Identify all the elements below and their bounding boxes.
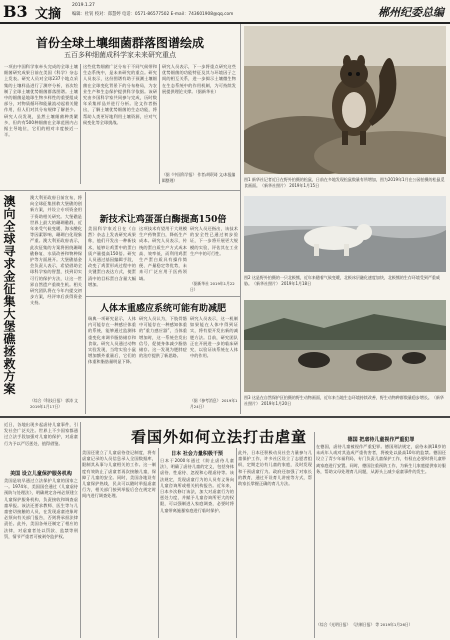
- bottom-body4: 此外，日本还积极动员社会力量参与儿童保护工作，许多社区设立了志愿者组织，定期走访有儿童的家庭，及时发现和干预虐童行为。政府还加强了对家长的教育，通过开设育儿讲座等方式，帮助家长掌握正确的育儿方法。: [238, 450, 312, 487]
- section-rule: [0, 416, 450, 418]
- sidebar-body: 澳大利亚政府日前宣布，将向全球征集拯救大堡礁的创新方案，并设立专项资金用于资助相关研究。大堡礁是世界上最大的珊瑚礁群，近年来受气候变暖、海水酸化等因素影响，珊瑚白化现象严重。澳大利亚政府表示，此次征集的方案将围绕珊瑚礁修复、水质改善和物种保护等方面展开。大堡礁基金会负责人表示，希望借助全球科学家的智慧，找到切实可行的保护方法，让这一世界自然遗产重焕生机。相关研究团队将在今年内提交初步方案，经评审后获得资金支持。: [30, 195, 82, 306]
- bottom-body3: 日本于2000年通过《防止虐待儿童法》，明确了虐待儿童的定义，包括身体虐待、性虐待、忽视和心理虐待等。该法规定，发现虐童行为的人员有义务向儿童咨询所或相关机构报告。近年来，日本多次修订该法，加大对虐童行为的惩处力度，并赋予儿童咨询所更大的权限，可以强制进入家庭调查，必要时将儿童带离施暴家庭进行临时保护。: [160, 458, 234, 513]
- column-rule: [80, 64, 81, 184]
- squirrel-photo-caption: [244, 177, 446, 189]
- column-rule: [159, 64, 160, 184]
- masthead: [0, 0, 450, 22]
- article3-col1: 瑞典一项研究显示，人体内可能存在一种感应体重的系统，能够通过监测体重变化来调节脂肪储存和食欲。研究人员通过动物实验发现，当给实验小鼠增加额外重量后，它们的体重和脂肪量明显下降。: [88, 316, 136, 365]
- bottom-body1: 美国是较早通过立法保护儿童的国家之一。1974年，美国国会通过《儿童虐待预防与处理法》，明确规定各州必须建立儿童保护服务机构，负责接收和调查虐童举报。该法还要求教师、医生等与儿童密切接触的人员，在发现虐童迹象时必须向有关部门报告，否则将承担法律责任。此外，美国各州还制定了相应的法律，对虐童者处以罚款、监禁等刑罚，情节严重者可被剥夺监护权。: [4, 478, 78, 539]
- bottom-body2: 美国还建立了儿童虐待登记制度，将有虐童记录的人员信息录入全国数据库，限制其从事与儿童相关的工作。这一制度有效防止了虐童者再次接触儿童，保障了儿童的安全。同时，美国各地设有儿童保护热线，民众可以随时举报虐童行为，相关部门接到举报后会在规定时间内进行调查处理。: [82, 450, 156, 499]
- section-code: B3: [3, 2, 28, 21]
- bottom-intro: 近日，各地出现多起虐待儿童事件，引发社会广泛关注。世界上不少国家都通过立法手段加强对儿童的保护，对虐童行为予以严厉惩处，值得借鉴。: [4, 422, 78, 446]
- lead-col3: 研究人员表示，下一步将重点研究这些优势细菌的功能特征及其与环境因子之间的相互关系，进一步揭示土壤微生物在生态系统中的作用机制，为可持续发展提供理论支撑。（据新华社）: [162, 64, 236, 94]
- caption-date: 2019年1月15日: [289, 183, 320, 188]
- polar-bear-image: [244, 196, 446, 272]
- caption-text: 图3 这是在自然保护区拍摄的野生动物画面，近年来当地生态环境持续改善，野生动物种群数量稳步增长。（新华社照片）: [244, 395, 444, 406]
- column-rule: [80, 422, 81, 638]
- lead-headline: 首份全球土壤细菌群落图谱绘成: [35, 36, 204, 50]
- caption-date: 2019年1月18日: [281, 281, 312, 286]
- masthead-rule: [0, 22, 450, 24]
- section-name: 文摘: [35, 7, 62, 22]
- article2-col1: 美国科学家近日在《自然》杂志上发表研究成果称，他们开发出一种新技术，能够让鸡蛋中的蛋白质产量提高150倍。研究人员通过基因编辑手段，改变了鸡蛋形成过程中的关键蛋白表达方式，使蛋清中的目标蛋白含量大幅增加。: [88, 226, 136, 287]
- sidebar-headline: 澳向全球寻求金征集大堡礁拯救方案: [2, 195, 16, 395]
- lead-col1: 一项由中国科学家牵头完成的全球土壤细菌研究成果日前在美国《科学》杂志上发表。研究人员对全球237个地点采集的土壤样品进行了测序分析，首次绘制了全球土壤优势细菌群落图谱。土壤中的细菌是地球生物多样性的重要组成部分，对物质循环和能量流动起着关键作用，但人们对其分布规律了解甚少。研究人员发现，虽然土壤细菌种类繁多，但约有500种细菌在全球范围内占据主导地位，它们的相对丰度接近一半。: [4, 64, 78, 138]
- squirrel-photo: [244, 26, 446, 174]
- article2-headline: 新技术让鸡蛋蛋白酶提高150倍: [99, 215, 227, 225]
- bottom-credit: （综合《光明日报》 《法制日报》 等 2019年1月26日）: [316, 622, 413, 627]
- sub3-heading: 德国 把虐待儿童视作严重犯罪: [347, 437, 415, 443]
- bottom-headline: 看国外如何立法打击虐童: [130, 428, 307, 446]
- caption-text: 图1 新华社记者近日在野外拍摄的松鼠，日前在多地发现松鼠数量有所增加，图为2019年1月在公园拍摄的松鼠觅食画面。（新华社照片）: [244, 177, 445, 188]
- column-rule: [85, 192, 86, 414]
- wildlife-photo: [244, 300, 446, 392]
- lead-col2: 这些优势细菌广泛分布于不同气候带和生态系统中，是未来研究的重点。研究人员表示，这份图谱有助于预测土壤细菌在全球变化背景下的分布格局，为农业生产和生态保护提供科学依据。该研究由多国科学家共同参与完成，历时数年采集样品并进行分析。论文作者指出，了解土壤优势细菌的生态功能，将帮助人类更好地利用土壤资源，应对气候变化等全球挑战。: [83, 64, 157, 125]
- article2-col2: 这项技术有望用于大规模生产药物蛋白，降低生产成本。研究人员表示，传统的蛋白质生产方式成本高、效率低，而利用鸡蛋生产蛋白质具有操作简便、产量稳定等优势，未来可广泛应用于医药领域。: [139, 226, 187, 281]
- section-rule: [0, 190, 240, 191]
- article3-col2: 研究人员认为，下肢骨骼中可能存在一种感知体重的“重力感应器”，当体重增加时，这一系统会发出信号，促使身体减少脂肪储存。这一发现为肥胖症的治疗提供了新思路。: [139, 316, 187, 359]
- wildlife-image: [244, 300, 446, 392]
- polar-bear-caption: [244, 275, 446, 287]
- column-rule: [314, 432, 315, 638]
- column-rule: [236, 448, 237, 638]
- article2-col3: 研究人员还指出，该技术的安全性已通过初步验证，下一步将开展更大规模的实验，评估其在工业生产中的可行性。: [190, 226, 238, 256]
- wildlife-caption: [244, 395, 446, 407]
- squirrel-image: [244, 26, 446, 174]
- article3-headline: 人体本重感应系统可能有助减肥: [99, 304, 226, 314]
- column-rule: [240, 24, 241, 414]
- editor-line: 编辑：杜钊 校对：郑慧婷 电话：0571-86577502 E-mail：743601908@qq.com: [72, 12, 234, 17]
- polar-bear-photo: [244, 196, 446, 272]
- caption-date: 2019年1月20日: [261, 401, 292, 406]
- column-rule: [158, 448, 159, 638]
- sub2-heading: 日本 社会力量积极干预: [171, 451, 223, 457]
- sidebar-credit: （综合《科技日报》 郭涛 文 2019年1月17日）: [30, 398, 78, 409]
- paper-name: 郴州纪委总编: [378, 6, 444, 19]
- lead-credit: （据《中国科学报》 作者/胡珉琦 文/本报编辑整理）: [162, 172, 236, 183]
- article3-col3: 研究人员表示，这一机制如果能在人体中得到证实，将有望开发出新的减肥方法。目前，研究团队正在开展进一步的临床研究，以验证该系统在人体中的作用。: [190, 316, 238, 359]
- section-rule: [86, 296, 240, 297]
- issue-date: 2019.1.27: [72, 3, 95, 8]
- article2-credit: （据新华社 2019年1月22日）: [190, 281, 235, 292]
- lead-subheadline: 五百多种细菌成科学家未来研究重点: [64, 51, 176, 59]
- bottom-body5: 在德国，虐待儿童被视作严重犯罪。德国刑法规定，虐待未满18岁的未成年人或对其造成严重伤害者，将被处以最高10年的监禁。德国还设立了青少年福利局，专门负责儿童保护工作，有权在必要时将儿童带离家庭进行安置。同时，德国注重预防工作，为新生儿家庭提供家访服务，帮助父母处理育儿问题，从源头上减少虐童事件的发生。: [316, 444, 446, 474]
- caption-text: 图2 这是野外拍摄的一只北极熊，近年来随着气候变暖，北极冰层融化速度加快，北极熊的生存环境受到严重威胁。（新华社照片）: [244, 275, 440, 286]
- sub1-heading: 美国 设立儿童保护服务机构: [10, 471, 72, 477]
- article3-credit: （据《参考消息》 2019年1月24日）: [190, 398, 238, 409]
